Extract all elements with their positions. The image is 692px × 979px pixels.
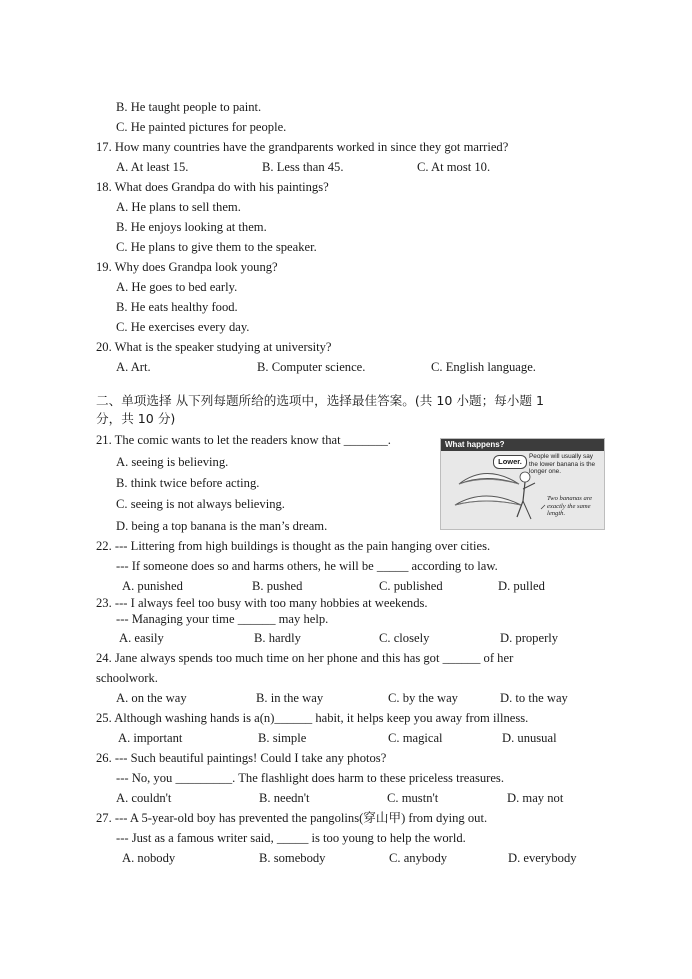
- q23-option-a: A. easily: [119, 631, 164, 645]
- q16-option-c: C. He painted pictures for people.: [116, 120, 287, 134]
- q27-option-d: D. everybody: [508, 851, 577, 865]
- q22-option-d: D. pulled: [498, 579, 545, 593]
- q24-option-b: B. in the way: [256, 691, 324, 705]
- question-21: 21. The comic wants to let the readers know that _______.: [96, 433, 391, 447]
- q27-option-c: C. anybody: [389, 851, 448, 865]
- question-18: 18. What does Grandpa do with his paintings?: [96, 180, 329, 194]
- q18-option-c: C. He plans to give them to the speaker.: [116, 240, 317, 254]
- q18-option-b: B. He enjoys looking at them.: [116, 220, 267, 234]
- q21-option-c: C. seeing is not always believing.: [116, 497, 285, 511]
- q26-option-c: C. mustn't: [387, 791, 439, 805]
- q26-option-d: D. may not: [507, 791, 564, 805]
- q26-option-b: B. needn't: [259, 791, 310, 805]
- q25-option-a: A. important: [118, 731, 183, 745]
- q19-option-c: C. He exercises every day.: [116, 320, 250, 334]
- question-26-reply: --- No, you _________. The flashlight does harm to these priceless treasures.: [116, 771, 504, 785]
- q25-option-b: B. simple: [258, 731, 307, 745]
- q23-option-d: D. properly: [500, 631, 559, 645]
- q26-option-a: A. couldn't: [116, 791, 172, 805]
- section-heading-cont: 分，共 10 分): [96, 411, 176, 426]
- q23-option-c: C. closely: [379, 631, 430, 645]
- q17-option-a: A. At least 15.: [116, 160, 189, 174]
- q24-option-d: D. to the way: [500, 691, 568, 705]
- question-20: 20. What is the speaker studying at university?: [96, 340, 332, 354]
- question-26: 26. --- Such beautiful paintings! Could I take any photos?: [96, 751, 387, 765]
- q22-option-c: C. published: [379, 579, 443, 593]
- q20-option-b: B. Computer science.: [257, 360, 366, 374]
- question-25: 25. Although washing hands is a(n)______ habit, it helps keep you away from illness.: [96, 711, 529, 725]
- q20-option-a: A. Art.: [116, 360, 151, 374]
- question-24: 24. Jane always spends too much time on her phone and this has got ______ of her: [96, 651, 514, 665]
- q25-option-d: D. unusual: [502, 731, 557, 745]
- q16-option-b: B. He taught people to paint.: [116, 100, 262, 114]
- question-19: 19. Why does Grandpa look young?: [96, 260, 278, 274]
- question-24-cont: schoolwork.: [96, 671, 158, 685]
- question-27-reply: --- Just as a famous writer said, _____ is too young to help the world.: [116, 831, 466, 845]
- q17-option-b: B. Less than 45.: [262, 160, 344, 174]
- section-heading: 二、单项选择 从下列每题所给的选项中，选择最佳答案。(共 10 小题；每小题 1: [96, 393, 544, 408]
- q27-option-a: A. nobody: [122, 851, 176, 865]
- comic-header: What happens?: [441, 439, 604, 451]
- q21-option-b: B. think twice before acting.: [116, 476, 260, 490]
- comic-note-top: People will usually say the lower banana is the longer one.: [529, 453, 596, 475]
- comic-speech-bubble: Lower.: [493, 455, 527, 469]
- q19-option-a: A. He goes to bed early.: [116, 280, 238, 294]
- question-27: 27. --- A 5-year-old boy has prevented the pangolins(穿山甲) from dying out.: [96, 811, 488, 825]
- question-22-reply: --- If someone does so and harms others, he will be _____ according to law.: [116, 559, 498, 573]
- q22-option-a: A. punished: [122, 579, 183, 593]
- q21-option-d: D. being a top banana is the man’s dream.: [116, 519, 328, 533]
- question-23: 23. --- I always feel too busy with too many hobbies at weekends.: [96, 596, 428, 610]
- comic-note-bottom: Two bananas are exactly the same length.: [547, 495, 593, 517]
- q27-option-b: B. somebody: [259, 851, 326, 865]
- banana-comic: [440, 438, 605, 530]
- q17-option-c: C. At most 10.: [417, 160, 491, 174]
- q24-option-c: C. by the way: [388, 691, 458, 705]
- q23-option-b: B. hardly: [254, 631, 301, 645]
- q19-option-b: B. He eats healthy food.: [116, 300, 238, 314]
- q25-option-c: C. magical: [388, 731, 443, 745]
- question-17: 17. How many countries have the grandparents worked in since they got married?: [96, 140, 509, 154]
- question-23-reply: --- Managing your time ______ may help.: [116, 612, 329, 626]
- q18-option-a: A. He plans to sell them.: [116, 200, 241, 214]
- q24-option-a: A. on the way: [116, 691, 187, 705]
- q21-option-a: A. seeing is believing.: [116, 455, 229, 469]
- q20-option-c: C. English language.: [431, 360, 536, 374]
- question-22: 22. --- Littering from high buildings is thought as the pain hanging over cities.: [96, 539, 491, 553]
- q22-option-b: B. pushed: [252, 579, 303, 593]
